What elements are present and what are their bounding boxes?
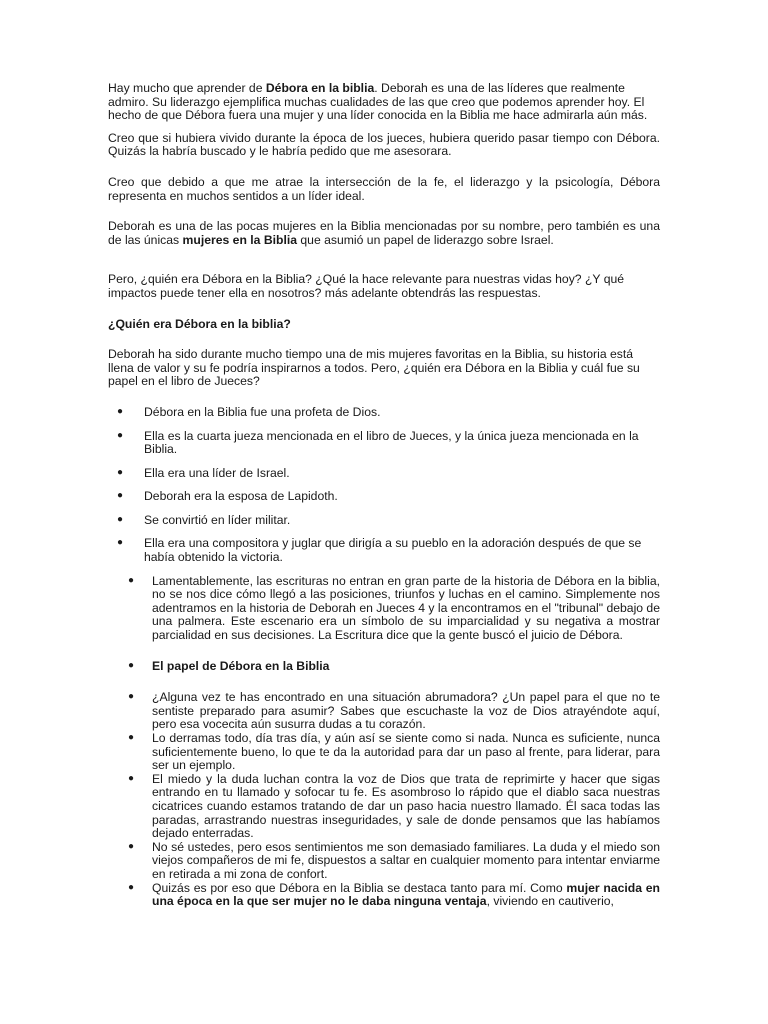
intro-paragraph-1 <box>108 82 660 123</box>
list-item-text: El miedo y la duda luchan contra la voz de Dios que trata de reprimirte y hacer que sigas entrando en tu llamado y sofocar tu fe. Es asombroso lo rápido que el diablo saca nuestras cicatrices cuando estamos tratando de dar un paso hacia nuestro llamado. Él saca todas las paradas, arrastrando nuestras inseguridades, y sale de donde pensamos que las habíamos dejado enterradas. <box>152 771 660 841</box>
story-list <box>128 573 661 909</box>
bullet-icon: ● <box>117 537 124 549</box>
section-heading-quien-era <box>108 318 660 332</box>
section1-paragraph: Deborah ha sido durante mucho tiempo una de mis mujeres favoritas en la Biblia, su historia está llena de valor y su fe podría inspirarnos a todos. Pero, ¿quién era Débora en la Biblia y cuál fue su papel en el libro de Jueces? <box>108 347 640 389</box>
list-item <box>128 880 661 909</box>
bullet-icon: ● <box>117 405 124 417</box>
bullet-icon: ● <box>128 840 135 852</box>
list-item-text: Ella es la cuarta jueza mencionada en el libro de Jueces, y la única jueza mencionada en la Biblia. <box>144 428 639 457</box>
bullet-icon: ● <box>128 659 135 671</box>
list-item <box>117 512 660 528</box>
intro-paragraph-4 <box>108 220 660 247</box>
facts-list <box>117 404 660 565</box>
list-item-text: Deborah era la esposa de Lapidoth. <box>144 489 338 504</box>
list-item <box>117 536 660 565</box>
list-item <box>128 839 660 882</box>
list-item <box>128 573 660 643</box>
text-run: , viviendo en cautiverio, <box>486 894 614 909</box>
bullet-icon: ● <box>128 772 135 784</box>
intro-paragraph-5: Pero, ¿quién era Débora en la Biblia? ¿Qué la hace relevante para nuestras vidas hoy? ¿Y qué impactos puede tener ella en nosotros? más adelante obtendrás las respuestas. <box>108 272 625 300</box>
text-run: Quizás es por eso que Débora en la Biblia se destaca tanto para mí. Como <box>152 880 567 895</box>
bullet-icon: ● <box>117 466 124 478</box>
list-item-text: Ella era una líder de Israel. <box>144 465 290 480</box>
text-run: Deborah es una de las pocas mujeres en la Biblia mencionadas por su nombre, pero también es una de las únicas <box>108 219 660 247</box>
list-item <box>128 658 660 674</box>
bold-link-debora: Débora en la biblia <box>265 81 375 95</box>
bold-mujer-nacida: mujer nacida en una época en la que ser mujer no le daba ninguna ventaja <box>152 880 661 909</box>
list-item-text: Lamentablemente, las escrituras no entran en gran parte de la historia de Débora en la biblia, no se nos dice cómo llegó a las posiciones, triunfos y luchas en el camino. Simplemente nos adentramos en la historia de Deborah en Jueces 4 y la encontramos en el "tribunal" debajo de una palmera. Este escenario era un símbolo de su imparcialidad y su negativa a mostrar parcialidad en sus decisiones. La Escritura dice que la gente buscó el juicio de Débora. <box>152 573 660 643</box>
heading-text: ¿Quién era Débora en la biblia? <box>108 316 291 331</box>
list-item <box>117 404 660 420</box>
list-item-text: Débora en la Biblia fue una profeta de Dios. <box>144 404 381 419</box>
list-item <box>117 465 660 481</box>
intro-paragraph-3: Creo que debido a que me atrae la intersección de la fe, el liderazgo y la psicología, Débora representa en muchos sentidos a un líder ideal. <box>108 174 660 203</box>
list-item-text: No sé ustedes, pero esos sentimientos me son demasiado familiares. La duda y el miedo son viejos compañeros de mi fe, dispuestos a saltar en cualquier momento para intentar enviarme en retirada a mi zona de confort. <box>152 839 660 881</box>
bullet-icon: ● <box>128 691 135 703</box>
bullet-icon: ● <box>128 732 135 743</box>
text-run: que asumió un papel de liderazgo sobre Israel. <box>297 232 554 247</box>
list-item <box>117 489 660 504</box>
bullet-icon: ● <box>117 490 124 502</box>
bold-mujeres-biblia: mujeres en la Biblia <box>182 232 298 247</box>
text-run: Hay mucho que aprender de <box>108 81 266 95</box>
intro-paragraph-2: Creo que si hubiera vivido durante la época de los jueces, hubiera querido pasar tiempo con Débora. Quizás la habría buscado y le habría pedido que me asesorara. <box>108 130 660 159</box>
list-item <box>128 771 660 841</box>
list-item <box>128 690 660 732</box>
bullet-icon: ● <box>128 574 135 586</box>
list-item-text: Se convirtió en líder militar. <box>144 512 291 527</box>
document-body <box>108 82 660 909</box>
list-item-text: Ella era una compositora y juglar que dirigía a su pueblo en la adoración después de que se había obtenido la victoria. <box>144 536 642 565</box>
list-item <box>128 731 660 773</box>
section-heading-papel: El papel de Débora en la Biblia <box>152 658 330 673</box>
text-run: . Deborah es una de las líderes que realmente admiro. Su liderazgo ejemplifica muchas cualidades de las que creo que podemos aprender hoy. El hecho de que Débora fuera una mujer y una líder conocida en la Biblia me hace admirarla aún más. <box>108 81 648 123</box>
list-item <box>117 428 660 457</box>
list-item-text: ¿Alguna vez te has encontrado en una situación abrumadora? ¿Un papel para el que no te sentiste preparado para asumir? Sabes que escuchaste la voz de Dios atrayéndote aquí, pero esa vocecita aún susurra dudas a tu corazón. <box>152 690 660 732</box>
bullet-icon: ● <box>117 429 124 441</box>
list-item-text: Lo derramas todo, día tras día, y aún así se siente como si nada. Nunca es suficiente, nunca suficientemente bueno, lo que te da la autoridad para dar un paso al frente, para liderar, para ser un ejemplo. <box>152 731 660 773</box>
bullet-icon: ● <box>128 881 135 893</box>
bullet-icon: ● <box>117 513 124 525</box>
